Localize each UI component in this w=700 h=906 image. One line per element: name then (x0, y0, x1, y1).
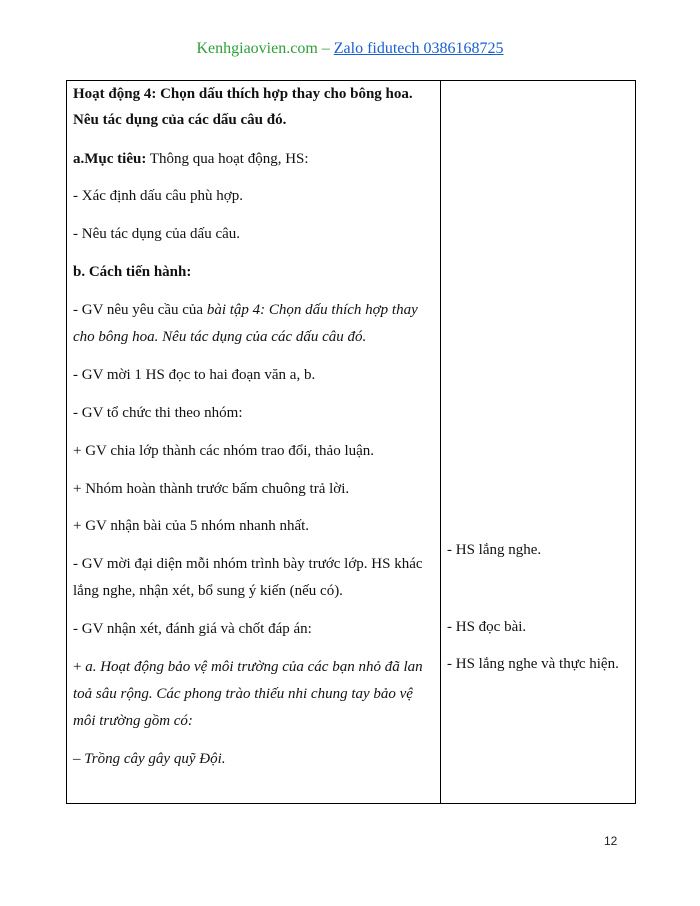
student-item-3: - HS lắng nghe và thực hiện. (447, 656, 619, 672)
answer-line3: môi trường gồm có: (73, 713, 193, 729)
objective-item-2: - Nêu tác dụng của dấu câu. (73, 226, 241, 242)
lesson-table (66, 80, 636, 804)
page-number: 12 (604, 834, 618, 848)
answer-item-1-text: Trồng cây gây quỹ Đội. (84, 751, 226, 767)
step-1-prefix: - GV nêu yêu cầu của (73, 302, 207, 318)
answer-prefix: + (73, 659, 86, 675)
answer-text-1: a. Hoạt động bảo vệ môi trường của các bạn nhỏ đã lan (85, 659, 423, 675)
header-separator: – (317, 40, 334, 57)
step-1-line1 (73, 302, 418, 319)
activity-title-line2: Nêu tác dụng của các dấu câu đó. (73, 112, 287, 128)
header-site: Kenhgiaovien.com (196, 40, 318, 57)
step-2: - GV mời 1 HS đọc to hai đoạn văn a, b. (73, 367, 316, 383)
answer-line2: toả sâu rộng. Các phong trào thiếu nhi chung tay bảo vệ (73, 686, 413, 702)
column-divider (440, 81, 441, 803)
answer-line1 (73, 659, 423, 676)
answer-item-prefix: – (73, 751, 85, 767)
header-contact-link[interactable]: Zalo fidutech 0386168725 (333, 40, 504, 57)
objective-label: a.Mục tiêu: (73, 151, 147, 167)
student-item-1: - HS lắng nghe. (447, 542, 542, 558)
page-header (0, 40, 700, 58)
step-3: - GV tổ chức thi theo nhóm: (73, 405, 243, 421)
step-4-line2: lắng nghe, nhận xét, bổ sung ý kiến (nếu có). (73, 583, 343, 599)
answer-item-1 (73, 751, 225, 768)
step-4-line1: - GV mời đại diện mỗi nhóm trình bày trước lớp. HS khác (73, 556, 423, 572)
step-1-italic: bài tập 4: Chọn dấu thích hợp thay (206, 302, 418, 318)
step-5: - GV nhận xét, đánh giá và chốt đáp án: (73, 621, 312, 637)
step-1-line2: cho bông hoa. Nêu tác dụng của các dấu câu đó. (73, 329, 367, 345)
step-3-c: + GV nhận bài của 5 nhóm nhanh nhất. (73, 518, 310, 534)
step-3-a: + GV chia lớp thành các nhóm trao đổi, thảo luận. (73, 443, 375, 459)
objective-item-1: - Xác định dấu câu phù hợp. (73, 188, 243, 204)
student-item-2: - HS đọc bài. (447, 619, 527, 635)
activity-title-line1: Hoạt động 4: Chọn dấu thích hợp thay cho bông hoa. (73, 86, 413, 102)
objective-text: Thông qua hoạt động, HS: (146, 151, 309, 167)
procedure-label: b. Cách tiến hành: (73, 264, 192, 280)
step-3-b: + Nhóm hoàn thành trước bấm chuông trả lời. (73, 481, 350, 497)
objective-line (73, 151, 309, 168)
